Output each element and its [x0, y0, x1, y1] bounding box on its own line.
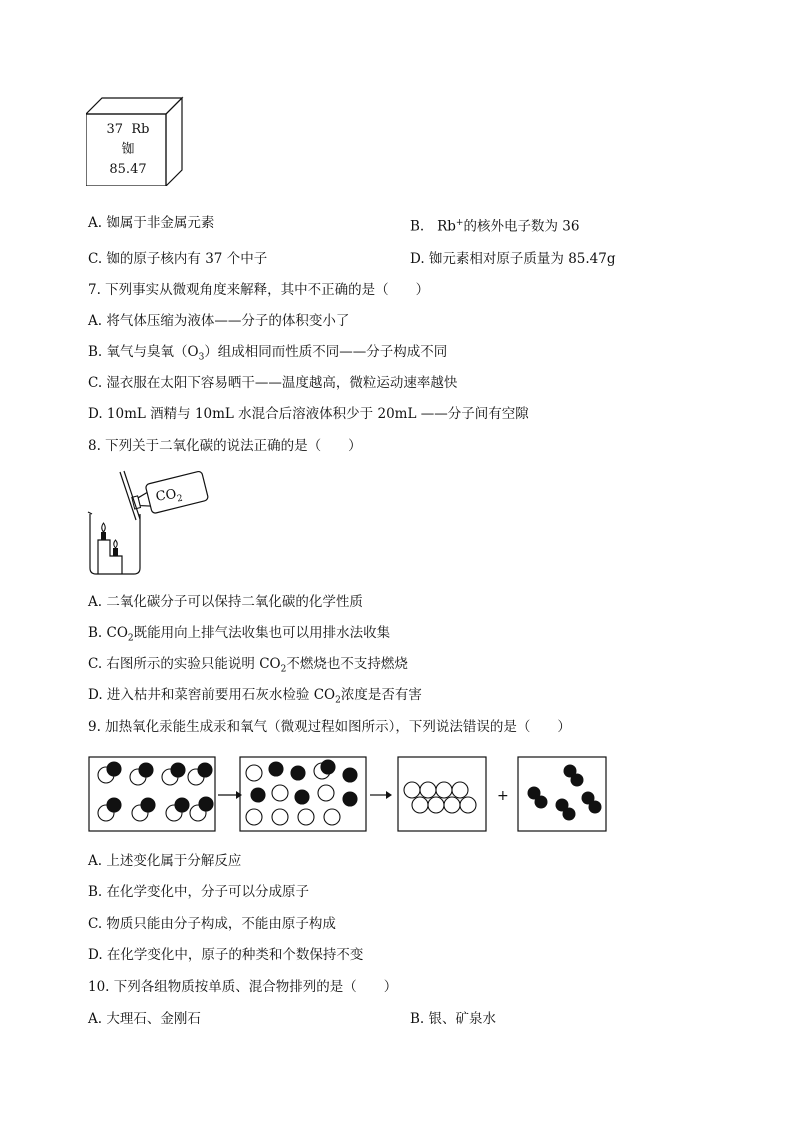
q7-stem: 7. 下列事实从微观角度来解释，其中不正确的是（ ） [88, 282, 430, 298]
q9-option-b: B. 在化学变化中，分子可以分成原子 [88, 884, 310, 900]
q10-option-b: B. 银、矿泉水 [410, 1011, 497, 1027]
q8-stem: 8. 下列关于二氧化碳的说法正确的是（ ） [88, 438, 362, 454]
element-symbol: Rb [131, 122, 150, 137]
q10-stem: 10. 下列各组物质按单质、混合物排列的是（ ） [88, 979, 398, 995]
co2-label-text: CO [154, 487, 178, 505]
co2-pouring-figure [84, 468, 214, 578]
q8-option-a: A. 二氧化碳分子可以保持二氧化碳的化学性质 [88, 594, 363, 610]
q8-option-d-pre: D. 进入枯井和菜窖前要用石灰水检验 CO [88, 687, 336, 703]
element-number: 37 [106, 122, 124, 137]
q8-option-c [88, 655, 408, 679]
q8-option-b-sub: 2 [127, 633, 134, 644]
q6-option-a: A. 铷属于非金属元素 [88, 215, 215, 231]
q7-option-b-sub: 3 [198, 352, 205, 363]
q8-option-c-pre: C. 右图所示的实验只能说明 CO [88, 656, 281, 672]
q8-option-b-pre: B. CO [88, 625, 128, 641]
q9-option-c: C. 物质只能由分子构成，不能由原子构成 [88, 916, 336, 932]
q8-option-b [88, 624, 390, 648]
element-name: 铷 [121, 142, 135, 157]
q6-option-b-charge: + [455, 218, 464, 228]
co2-bottle-label [155, 486, 184, 507]
q7-option-b-post: ）组成相同而性质不同——分子构成不同 [204, 344, 448, 360]
plus-sign: + [497, 788, 509, 804]
q7-option-b-pre: B. 氧气与臭氧（O [88, 344, 199, 360]
q8-option-c-sub: 2 [280, 664, 287, 675]
q6-option-b-ion: Rb [437, 218, 456, 235]
q9-option-a: A. 上述变化属于分解反应 [88, 853, 242, 869]
q6-option-c: C. 铷的原子核内有 37 个中子 [88, 251, 268, 267]
q6-option-b-text: 的核外电子数为 36 [463, 218, 580, 235]
q6-option-b-label: B. [410, 218, 425, 235]
q7-option-b [88, 343, 447, 367]
co2-label-sub: 2 [176, 493, 184, 505]
q8-option-d-post: 浓度是否有害 [340, 687, 422, 703]
q8-option-b-post: 既能用向上排气法收集也可以用排水法收集 [133, 625, 391, 641]
q9-option-d: D. 在化学变化中，原子的种类和个数保持不变 [88, 947, 364, 963]
mercury-oxide-decomposition-figure [88, 755, 612, 835]
q8-option-d [88, 686, 422, 710]
q8-option-d-sub: 2 [335, 695, 341, 706]
q9-stem: 9. 加热氧化汞能生成汞和氧气（微观过程如图所示），下列说法错误的是（ ） [88, 719, 571, 735]
q6-option-b [410, 214, 579, 236]
element-mass: 85.47 [109, 162, 147, 177]
element-number-symbol [86, 120, 170, 140]
q10-option-a: A. 大理石、金刚石 [88, 1011, 201, 1027]
q7-option-c: C. 湿衣服在太阳下容易晒干——温度越高，微粒运动速率越快 [88, 375, 458, 391]
q7-option-d: D. 10mL 酒精与 10mL 水混合后溶液体积少于 20mL ——分子间有空隙 [88, 406, 529, 422]
q7-option-a: A. 将气体压缩为液体——分子的体积变小了 [88, 313, 350, 329]
q8-option-c-post: 不燃烧也不支持燃烧 [286, 656, 408, 672]
q6-option-d: D. 铷元素相对原子质量为 85.47g [410, 251, 616, 267]
